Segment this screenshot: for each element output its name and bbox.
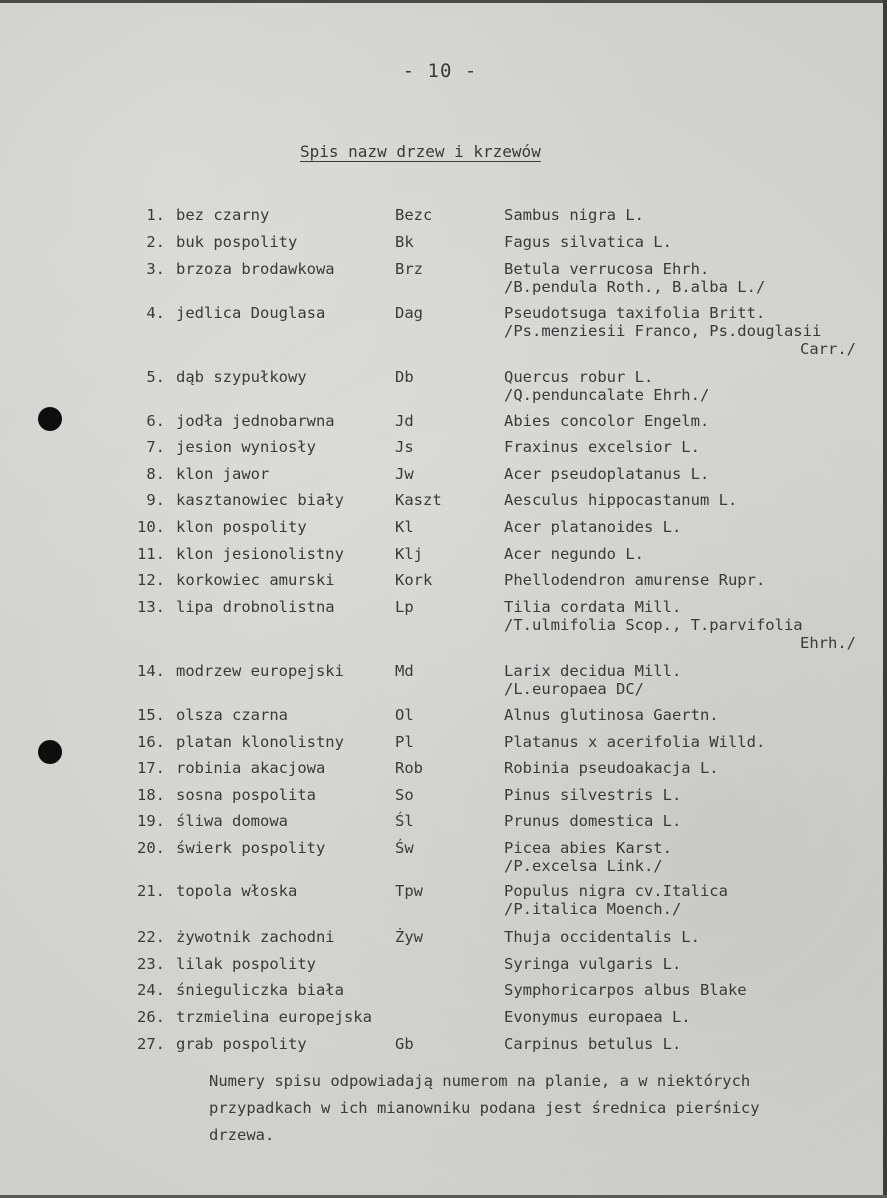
entry-number: 6. — [146, 412, 165, 430]
abbreviation: Lp — [395, 598, 414, 616]
entry-number: 7. — [146, 438, 165, 456]
abbreviation: Żyw — [395, 928, 423, 946]
polish-name: robinia akacjowa — [176, 759, 326, 777]
latin-name-line: Picea abies Karst. — [504, 839, 672, 857]
entry-number: 21. — [137, 882, 165, 900]
entry-number: 16. — [137, 733, 165, 751]
polish-name: sosna pospolita — [176, 786, 316, 804]
latin-name — [504, 598, 856, 652]
latin-name-line: Prunus domestica L. — [504, 812, 682, 830]
polish-name: jodła jednobarwna — [176, 412, 335, 430]
polish-name: jesion wyniosły — [176, 438, 316, 456]
abbreviation: Brz — [395, 260, 423, 278]
entry-number: 20. — [137, 839, 165, 857]
latin-name-line: Betula verrucosa Ehrh. — [504, 260, 710, 278]
latin-name-line: Fagus silvatica L. — [504, 233, 672, 251]
latin-name-line: /Ps.menziesii Franco, Ps.douglasii — [504, 322, 822, 340]
entry-number: 15. — [137, 706, 165, 724]
polish-name: lilak pospolity — [176, 955, 316, 973]
latin-name — [504, 438, 700, 456]
abbreviation: Bezc — [395, 206, 433, 224]
polish-name: grab pospolity — [176, 1035, 307, 1053]
abbreviation: Kork — [395, 571, 433, 589]
latin-name — [504, 733, 765, 751]
entry-number: 4. — [146, 304, 165, 322]
latin-name — [504, 839, 672, 875]
latin-name — [504, 571, 765, 589]
latin-name — [504, 465, 709, 483]
polish-name: buk pospolity — [176, 233, 298, 251]
latin-name-line: /L.europaea DC/ — [504, 680, 644, 698]
polish-name: śliwa domowa — [176, 812, 288, 830]
entry-number: 1. — [146, 206, 165, 224]
latin-name — [504, 706, 719, 724]
latin-name — [504, 882, 728, 918]
latin-name-continuation: Carr./ — [800, 340, 856, 358]
latin-name-line: Fraxinus excelsior L. — [504, 438, 700, 456]
abbreviation: Js — [395, 438, 414, 456]
abbreviation: Bk — [395, 233, 414, 251]
polish-name: świerk pospolity — [176, 839, 326, 857]
footnote-line: drzewa. — [209, 1126, 275, 1144]
polish-name: bez czarny — [176, 206, 270, 224]
entry-number: 2. — [146, 233, 165, 251]
latin-name-line: Alnus glutinosa Gaertn. — [504, 706, 719, 724]
latin-name-line: Pinus silvestris L. — [504, 786, 682, 804]
polish-name: modrzew europejski — [176, 662, 344, 680]
latin-name — [504, 1008, 691, 1026]
entry-number: 23. — [137, 955, 165, 973]
latin-name-line: Sambus nigra L. — [504, 206, 644, 224]
page-edge-top — [0, 0, 887, 3]
entry-number: 8. — [146, 465, 165, 483]
polish-name: klon pospolity — [176, 518, 307, 536]
entry-number: 11. — [137, 545, 165, 563]
polish-name: dąb szypułkowy — [176, 368, 307, 386]
latin-name — [504, 759, 719, 777]
polish-name: topola włoska — [176, 882, 298, 900]
latin-name — [504, 518, 681, 536]
latin-name-line: Robinia pseudoakacja L. — [504, 759, 719, 777]
abbreviation: Śl — [395, 812, 414, 830]
abbreviation: Św — [395, 839, 414, 857]
latin-name-line: Thuja occidentalis L. — [504, 928, 700, 946]
latin-name — [504, 368, 709, 404]
latin-name — [504, 928, 700, 946]
footnote — [209, 1068, 869, 1149]
latin-name — [504, 545, 644, 563]
page-edge-right — [883, 0, 887, 1198]
abbreviation: Dag — [395, 304, 423, 322]
latin-name — [504, 260, 765, 296]
footnote-line: przypadkach w ich mianowniku podana jest średnica pierśnicy — [209, 1099, 760, 1117]
abbreviation: Ol — [395, 706, 414, 724]
latin-name — [504, 981, 747, 999]
latin-name-line: /P.excelsa Link./ — [504, 857, 663, 875]
latin-name — [504, 1035, 681, 1053]
abbreviation: Jw — [395, 465, 414, 483]
polish-name: korkowiec amurski — [176, 571, 335, 589]
latin-name-line: Tilia cordata Mill. — [504, 598, 682, 616]
latin-name — [504, 786, 681, 804]
latin-name-line: Populus nigra cv.Italica — [504, 882, 728, 900]
latin-name-line: Syringa vulgaris L. — [504, 955, 682, 973]
latin-name-line: Quercus robur L. — [504, 368, 654, 386]
latin-name — [504, 206, 644, 224]
entry-number: 24. — [137, 981, 165, 999]
latin-name — [504, 304, 856, 358]
polish-name: jedlica Douglasa — [176, 304, 326, 322]
entry-number: 3. — [146, 260, 165, 278]
abbreviation: Kaszt — [395, 491, 442, 509]
entry-number: 22. — [137, 928, 165, 946]
entry-number: 26. — [137, 1008, 165, 1026]
entry-number: 17. — [137, 759, 165, 777]
polish-name: platan klonolistny — [176, 733, 344, 751]
latin-name-line: Larix decidua Mill. — [504, 662, 682, 680]
page-title: Spis nazw drzew i krzewów — [300, 142, 541, 161]
page-number: - 10 - — [402, 60, 478, 82]
latin-name-line: Acer pseudoplatanus L. — [504, 465, 710, 483]
abbreviation: So — [395, 786, 414, 804]
punch-hole-bottom — [38, 740, 62, 764]
latin-name-line: Carpinus betulus L. — [504, 1035, 682, 1053]
polish-name: śnieguliczka biała — [176, 981, 344, 999]
latin-name-line: Phellodendron amurense Rupr. — [504, 571, 766, 589]
abbreviation: Gb — [395, 1035, 414, 1053]
entry-number: 13. — [137, 598, 165, 616]
abbreviation: Pl — [395, 733, 414, 751]
entry-number: 5. — [146, 368, 165, 386]
latin-name — [504, 812, 681, 830]
latin-name-line: /B.pendula Roth., B.alba L./ — [504, 278, 766, 296]
abbreviation: Rob — [395, 759, 423, 777]
latin-name-line: Abies concolor Engelm. — [504, 412, 710, 430]
latin-name-line: Symphoricarpos albus Blake — [504, 981, 747, 999]
polish-name: klon jesionolistny — [176, 545, 344, 563]
abbreviation: Klj — [395, 545, 423, 563]
latin-name-line: Acer platanoides L. — [504, 518, 682, 536]
polish-name: żywotnik zachodni — [176, 928, 335, 946]
latin-name-line: Acer negundo L. — [504, 545, 644, 563]
latin-name-line: Platanus x acerifolia Willd. — [504, 733, 766, 751]
abbreviation: Kl — [395, 518, 414, 536]
polish-name: olsza czarna — [176, 706, 288, 724]
polish-name: trzmielina europejska — [176, 1008, 372, 1026]
entry-number: 10. — [137, 518, 165, 536]
latin-name — [504, 233, 672, 251]
abbreviation: Db — [395, 368, 414, 386]
entry-number: 14. — [137, 662, 165, 680]
polish-name: klon jawor — [176, 465, 270, 483]
polish-name: kasztanowiec biały — [176, 491, 344, 509]
latin-name-line: Evonymus europaea L. — [504, 1008, 691, 1026]
latin-name — [504, 412, 709, 430]
latin-name-continuation: Ehrh./ — [800, 634, 856, 652]
latin-name-line: /P.italica Moench./ — [504, 900, 682, 918]
footnote-line: Numery spisu odpowiadają numerom na planie, a w niektórych — [209, 1072, 751, 1090]
entry-number: 12. — [137, 571, 165, 589]
latin-name — [504, 955, 681, 973]
entry-number: 18. — [137, 786, 165, 804]
latin-name — [504, 662, 681, 698]
latin-name-line: Aesculus hippocastanum L. — [504, 491, 738, 509]
latin-name — [504, 491, 737, 509]
entry-number: 19. — [137, 812, 165, 830]
latin-name-line: Pseudotsuga taxifolia Britt. — [504, 304, 766, 322]
punch-hole-top — [38, 407, 62, 431]
entry-number: 9. — [146, 491, 165, 509]
abbreviation: Tpw — [395, 882, 423, 900]
latin-name-line: /T.ulmifolia Scop., T.parvifolia — [504, 616, 803, 634]
abbreviation: Md — [395, 662, 414, 680]
abbreviation: Jd — [395, 412, 414, 430]
latin-name-line: /Q.penduncalate Ehrh./ — [504, 386, 710, 404]
polish-name: lipa drobnolistna — [176, 598, 335, 616]
entry-number: 27. — [137, 1035, 165, 1053]
polish-name: brzoza brodawkowa — [176, 260, 335, 278]
